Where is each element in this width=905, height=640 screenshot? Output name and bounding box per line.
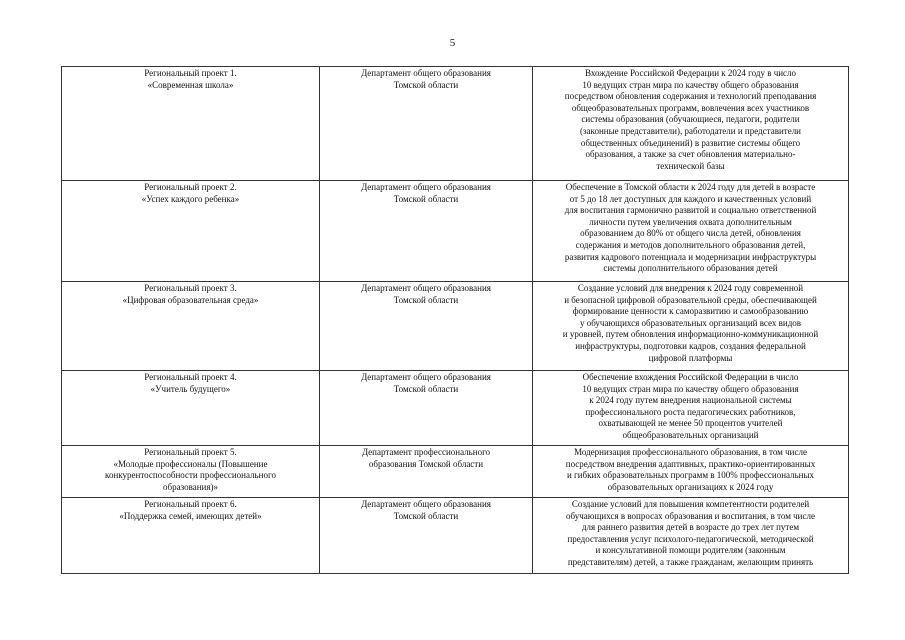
goal-line: образованием до 80% от общего числа детей, обновления xyxy=(580,228,801,239)
goal-line: представителям) детей, а также гражданам, желающим принять xyxy=(567,556,814,567)
department-cell xyxy=(320,446,533,498)
project-title: «Молодые профессионалы (Повышение xyxy=(113,458,268,469)
goal-line: у обучающихся образовательных организаций всех видов xyxy=(579,317,802,328)
goal-cell xyxy=(533,446,849,498)
project-title: «Успех каждого ребенка» xyxy=(141,193,240,204)
goal-line: к 2024 году путем внедрения национальной системы xyxy=(589,395,792,406)
goal-line: Обеспечение вхождения Российской Федерации в число xyxy=(582,372,799,382)
department-cell xyxy=(320,282,533,371)
goal-line: образования, а также за счет обновления материально- xyxy=(585,149,796,160)
goal-line: личности путем увеличения охвата дополнительным xyxy=(589,216,792,227)
regional-projects-table xyxy=(61,66,849,574)
table-row xyxy=(62,498,849,574)
goal-line: предоставления услуг психолого-педагогической, методической xyxy=(567,533,814,544)
project-title: «Учитель будущего» xyxy=(150,383,231,394)
goal-line: от 5 до 18 лет доступных для каждого и качественных условий xyxy=(569,193,812,204)
goal-cell xyxy=(533,282,849,371)
project-label: Региональный проект 3. xyxy=(144,283,237,293)
project-label: Региональный проект 4. xyxy=(144,372,237,382)
goal-cell xyxy=(533,498,849,574)
project-title: «Поддержка семей, имеющих детей» xyxy=(119,510,262,521)
goal-line: общеобразовательных программ, вовлечения всех участников xyxy=(571,102,810,113)
project-label: Региональный проект 1. xyxy=(144,68,237,78)
department-cell xyxy=(320,498,533,574)
department-line: Департамент общего образования xyxy=(361,283,491,293)
goal-line: общественных объединений) в развитие системы общего xyxy=(580,137,801,148)
project-cell xyxy=(62,371,320,446)
project-title: «Современная школа» xyxy=(147,79,234,90)
goal-line: (законные представители), работодатели и представители xyxy=(580,125,801,136)
project-cell xyxy=(62,446,320,498)
project-label: Региональный проект 5. xyxy=(144,447,237,457)
goal-line: и безопасной цифровой образовательной среды, обеспечивающей xyxy=(564,294,817,305)
goal-cell xyxy=(533,181,849,282)
department-line: Томской области xyxy=(393,79,459,90)
department-line: Департамент общего образования xyxy=(361,68,491,78)
goal-line: образовательных организациях к 2024 году xyxy=(607,481,774,492)
goal-line: 10 ведущих стран мира по качеству общего образования xyxy=(582,383,799,394)
goal-line: общеобразовательных организаций xyxy=(622,429,759,440)
department-line: Департамент общего образования xyxy=(361,182,491,192)
department-cell xyxy=(320,181,533,282)
goal-line: развития кадрового потенциала и модернизации инфраструктуры xyxy=(564,251,817,262)
goal-line: Создание условий для повышения компетентности родителей xyxy=(571,499,810,509)
goal-line: для воспитания гармонично развитой и социально ответственной xyxy=(564,205,817,216)
goal-line: Обеспечение в Томской области к 2024 году для детей в возрасте xyxy=(565,182,816,192)
goal-line: цифровой платформы xyxy=(648,352,733,363)
goal-line: профессионального роста педагогических работников, xyxy=(585,406,796,417)
project-label: Региональный проект 6. xyxy=(144,499,237,509)
department-cell xyxy=(320,371,533,446)
department-line: Томской области xyxy=(393,510,459,521)
goal-line: посредством обновления содержания и технологий преподавания xyxy=(564,91,817,102)
table-row xyxy=(62,181,849,282)
department-cell xyxy=(320,67,533,181)
department-line: Томской области xyxy=(393,294,459,305)
goal-cell xyxy=(533,371,849,446)
table-row xyxy=(62,446,849,498)
department-line: Томской области xyxy=(393,383,459,394)
goal-line: и уровней, путем обновления информационно-коммуникационной xyxy=(562,329,819,340)
goal-cell xyxy=(533,67,849,181)
project-title: конкурентоспособности профессионального xyxy=(105,470,276,481)
department-line: Департамент общего образования xyxy=(361,499,491,509)
project-title: образования)» xyxy=(163,481,218,492)
goal-line: для раннего развития детей в возрасте до трех лет путем xyxy=(581,522,800,533)
project-cell xyxy=(62,282,320,371)
department-line: Департамент общего образования xyxy=(361,372,491,382)
goal-line: охватывающей не менее 50 процентов учителей xyxy=(598,418,783,429)
page-number: 5 xyxy=(449,37,456,49)
table-row xyxy=(62,371,849,446)
project-cell xyxy=(62,67,320,181)
goal-line: посредством внедрения адаптивных, практико-ориентированных xyxy=(565,458,816,469)
goal-line: Модернизация профессионального образования, в том числе xyxy=(574,447,807,457)
goal-line: системы дополнительного образования детей xyxy=(603,263,778,274)
goal-line: Создание условий для внедрения к 2024 году современной xyxy=(577,283,804,293)
goal-line: 10 ведущих стран мира по качеству общего образования xyxy=(582,79,799,90)
goal-line: Вхождение Российской Федерации к 2024 году в число xyxy=(584,68,797,78)
department-line: Департамент профессионального xyxy=(361,447,491,457)
goal-line: и гибких образовательных программ в 100% профессиональных xyxy=(566,470,815,481)
goal-line: технической базы xyxy=(656,160,725,171)
table-row xyxy=(62,282,849,371)
project-cell xyxy=(62,181,320,282)
department-line: Томской области xyxy=(393,193,459,204)
goal-line: инфраструктуры, подготовки кадров, создания федеральной xyxy=(575,340,806,351)
project-label: Региональный проект 2. xyxy=(144,182,237,192)
project-cell xyxy=(62,498,320,574)
goal-line: системы образования (обучающиеся, педагоги, родители xyxy=(581,114,800,125)
goal-line: содержания и методов дополнительного образования детей, xyxy=(575,239,806,250)
goal-line: и консультативной помощи родителям (законным xyxy=(595,545,786,556)
department-line: образования Томской области xyxy=(368,458,484,469)
table-row xyxy=(62,67,849,181)
project-title: «Цифровая образовательная среда» xyxy=(122,294,259,305)
goal-line: обучающихся в вопросах образования и воспитания, в том числе xyxy=(566,510,815,521)
goal-line: формирование ценности к саморазвитию и самообразованию xyxy=(572,306,809,317)
